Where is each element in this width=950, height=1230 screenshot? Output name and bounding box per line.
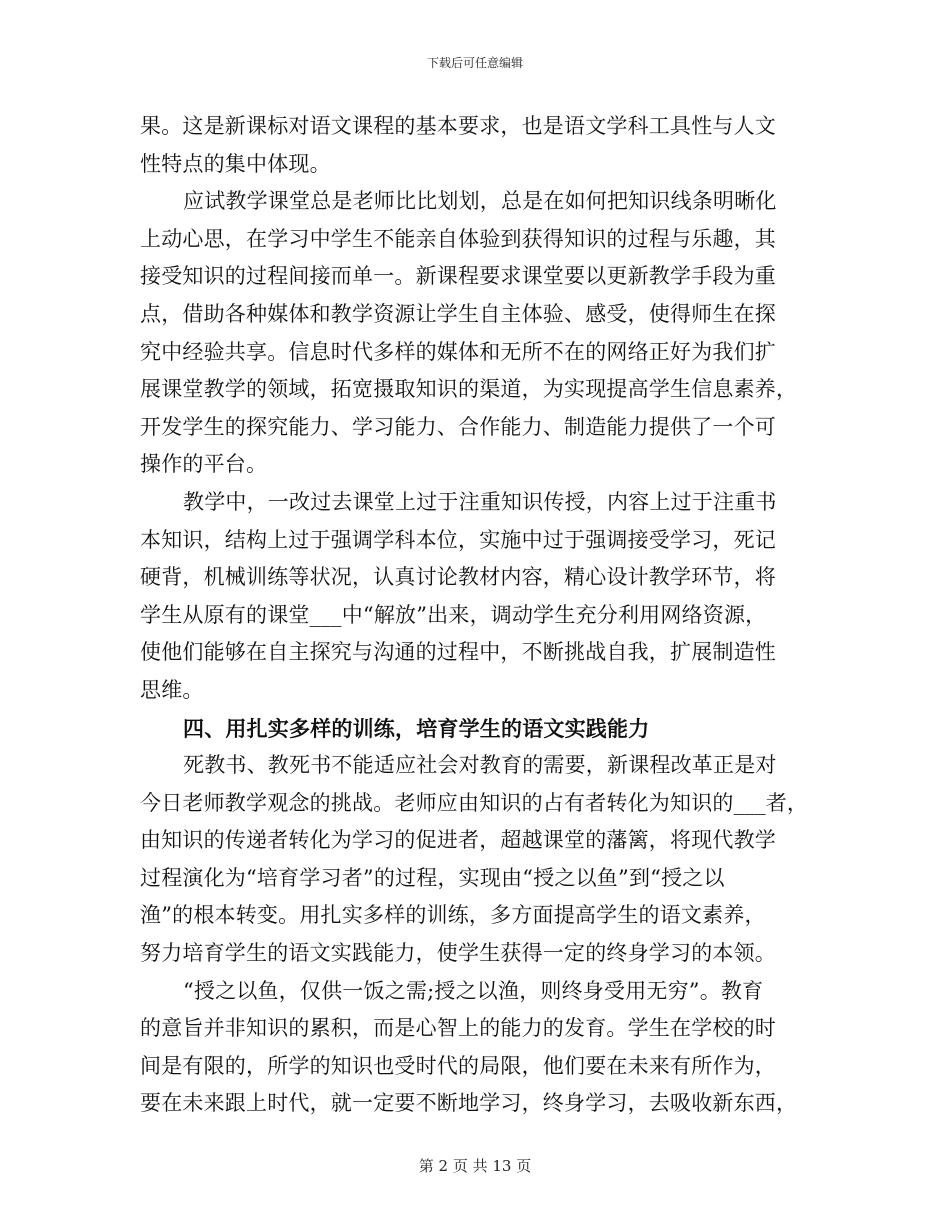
document-body: [140, 108, 820, 1123]
text-line: 今日老师教学观念的挑战。老师应由知识的占有者转化为知识的___者，: [140, 790, 809, 815]
text-line: 努力培育学生的语文实践能力，使学生获得一定的终身学习的本领。: [140, 941, 776, 966]
page-number: 第 2 页 共 13 页: [418, 1157, 532, 1175]
text-line: 接受知识的过程间接而单一。新课程要求课堂要以更新教学手段为重: [140, 264, 776, 289]
text-line: 使他们能够在自主探究与沟通的过程中，不断挑战自我，扩展制造性: [140, 640, 776, 665]
section-heading: 四、用扎实多样的训练，培育学生的语文实践能力: [183, 715, 650, 741]
text-line: 学生从原有的课堂___中“解放”出来，调动学生充分利用网络资源，: [140, 602, 767, 627]
text-line: 本知识，结构上过于强调学科本位，实施中过于强调接受学习，死记: [140, 527, 776, 552]
text-line: 硬背，机械训练等状况，认真讨论教材内容，精心设计教学环节，将: [140, 565, 776, 590]
text-line: 的意旨并非知识的累积，而是心智上的能力的发育。学生在学校的时: [140, 1016, 776, 1041]
text-line: 展课堂教学的领域，拓宽摄取知识的渠道，为实现提高学生信息素养，: [140, 377, 798, 402]
text-line: 由知识的传递者转化为学习的促进者，超越课堂的藩篱，将现代教学: [140, 828, 776, 853]
text-line: 思维。: [140, 677, 204, 702]
paragraph-start: 应试教学课堂总是老师比比划划，总是在如何把知识线条明晰化: [183, 189, 777, 214]
paragraph-start: 教学中，一改过去课堂上过于注重知识传授，内容上过于注重书: [183, 489, 777, 514]
text-line: 点，借助各种媒体和教学资源让学生自主体验、感受，使得师生在探: [140, 301, 776, 326]
paragraph-start: 死教书、教死书不能适应社会对教育的需要，新课程改革正是对: [183, 753, 777, 778]
text-line: 操作的平台。: [140, 452, 268, 477]
text-line: 过程演化为“培育学习者”的过程，实现由“授之以鱼”到“授之以: [140, 865, 725, 890]
text-line: 渔”的根本转变。用扎实多样的训练，多方面提高学生的语文素养，: [140, 903, 766, 928]
text-line: 性特点的集中体现。: [140, 151, 331, 176]
paragraph-start: “授之以鱼，仅供一饭之需;授之以渔，则终身受用无穷”。教育: [183, 978, 764, 1003]
text-line: 开发学生的探究能力、学习能力、合作能力、制造能力提供了一个可: [140, 414, 776, 439]
page-header-note: 下载后可任意编辑: [426, 56, 523, 70]
text-line: 间是有限的，所学的知识也受时代的局限，他们要在未来有所作为，: [140, 1053, 776, 1078]
text-line: 上动心思，在学习中学生不能亲自体验到获得知识的过程与乐趣，其: [140, 226, 776, 251]
text-line: 果。这是新课标对语文课程的基本要求，也是语文学科工具性与人文: [140, 114, 776, 138]
text-line: 究中经验共享。信息时代多样的媒体和无所不在的网络正好为我们扩: [140, 339, 776, 364]
text-line: 要在未来跟上时代，就一定要不断地学习，终身学习，去吸收新东西，: [140, 1091, 798, 1116]
